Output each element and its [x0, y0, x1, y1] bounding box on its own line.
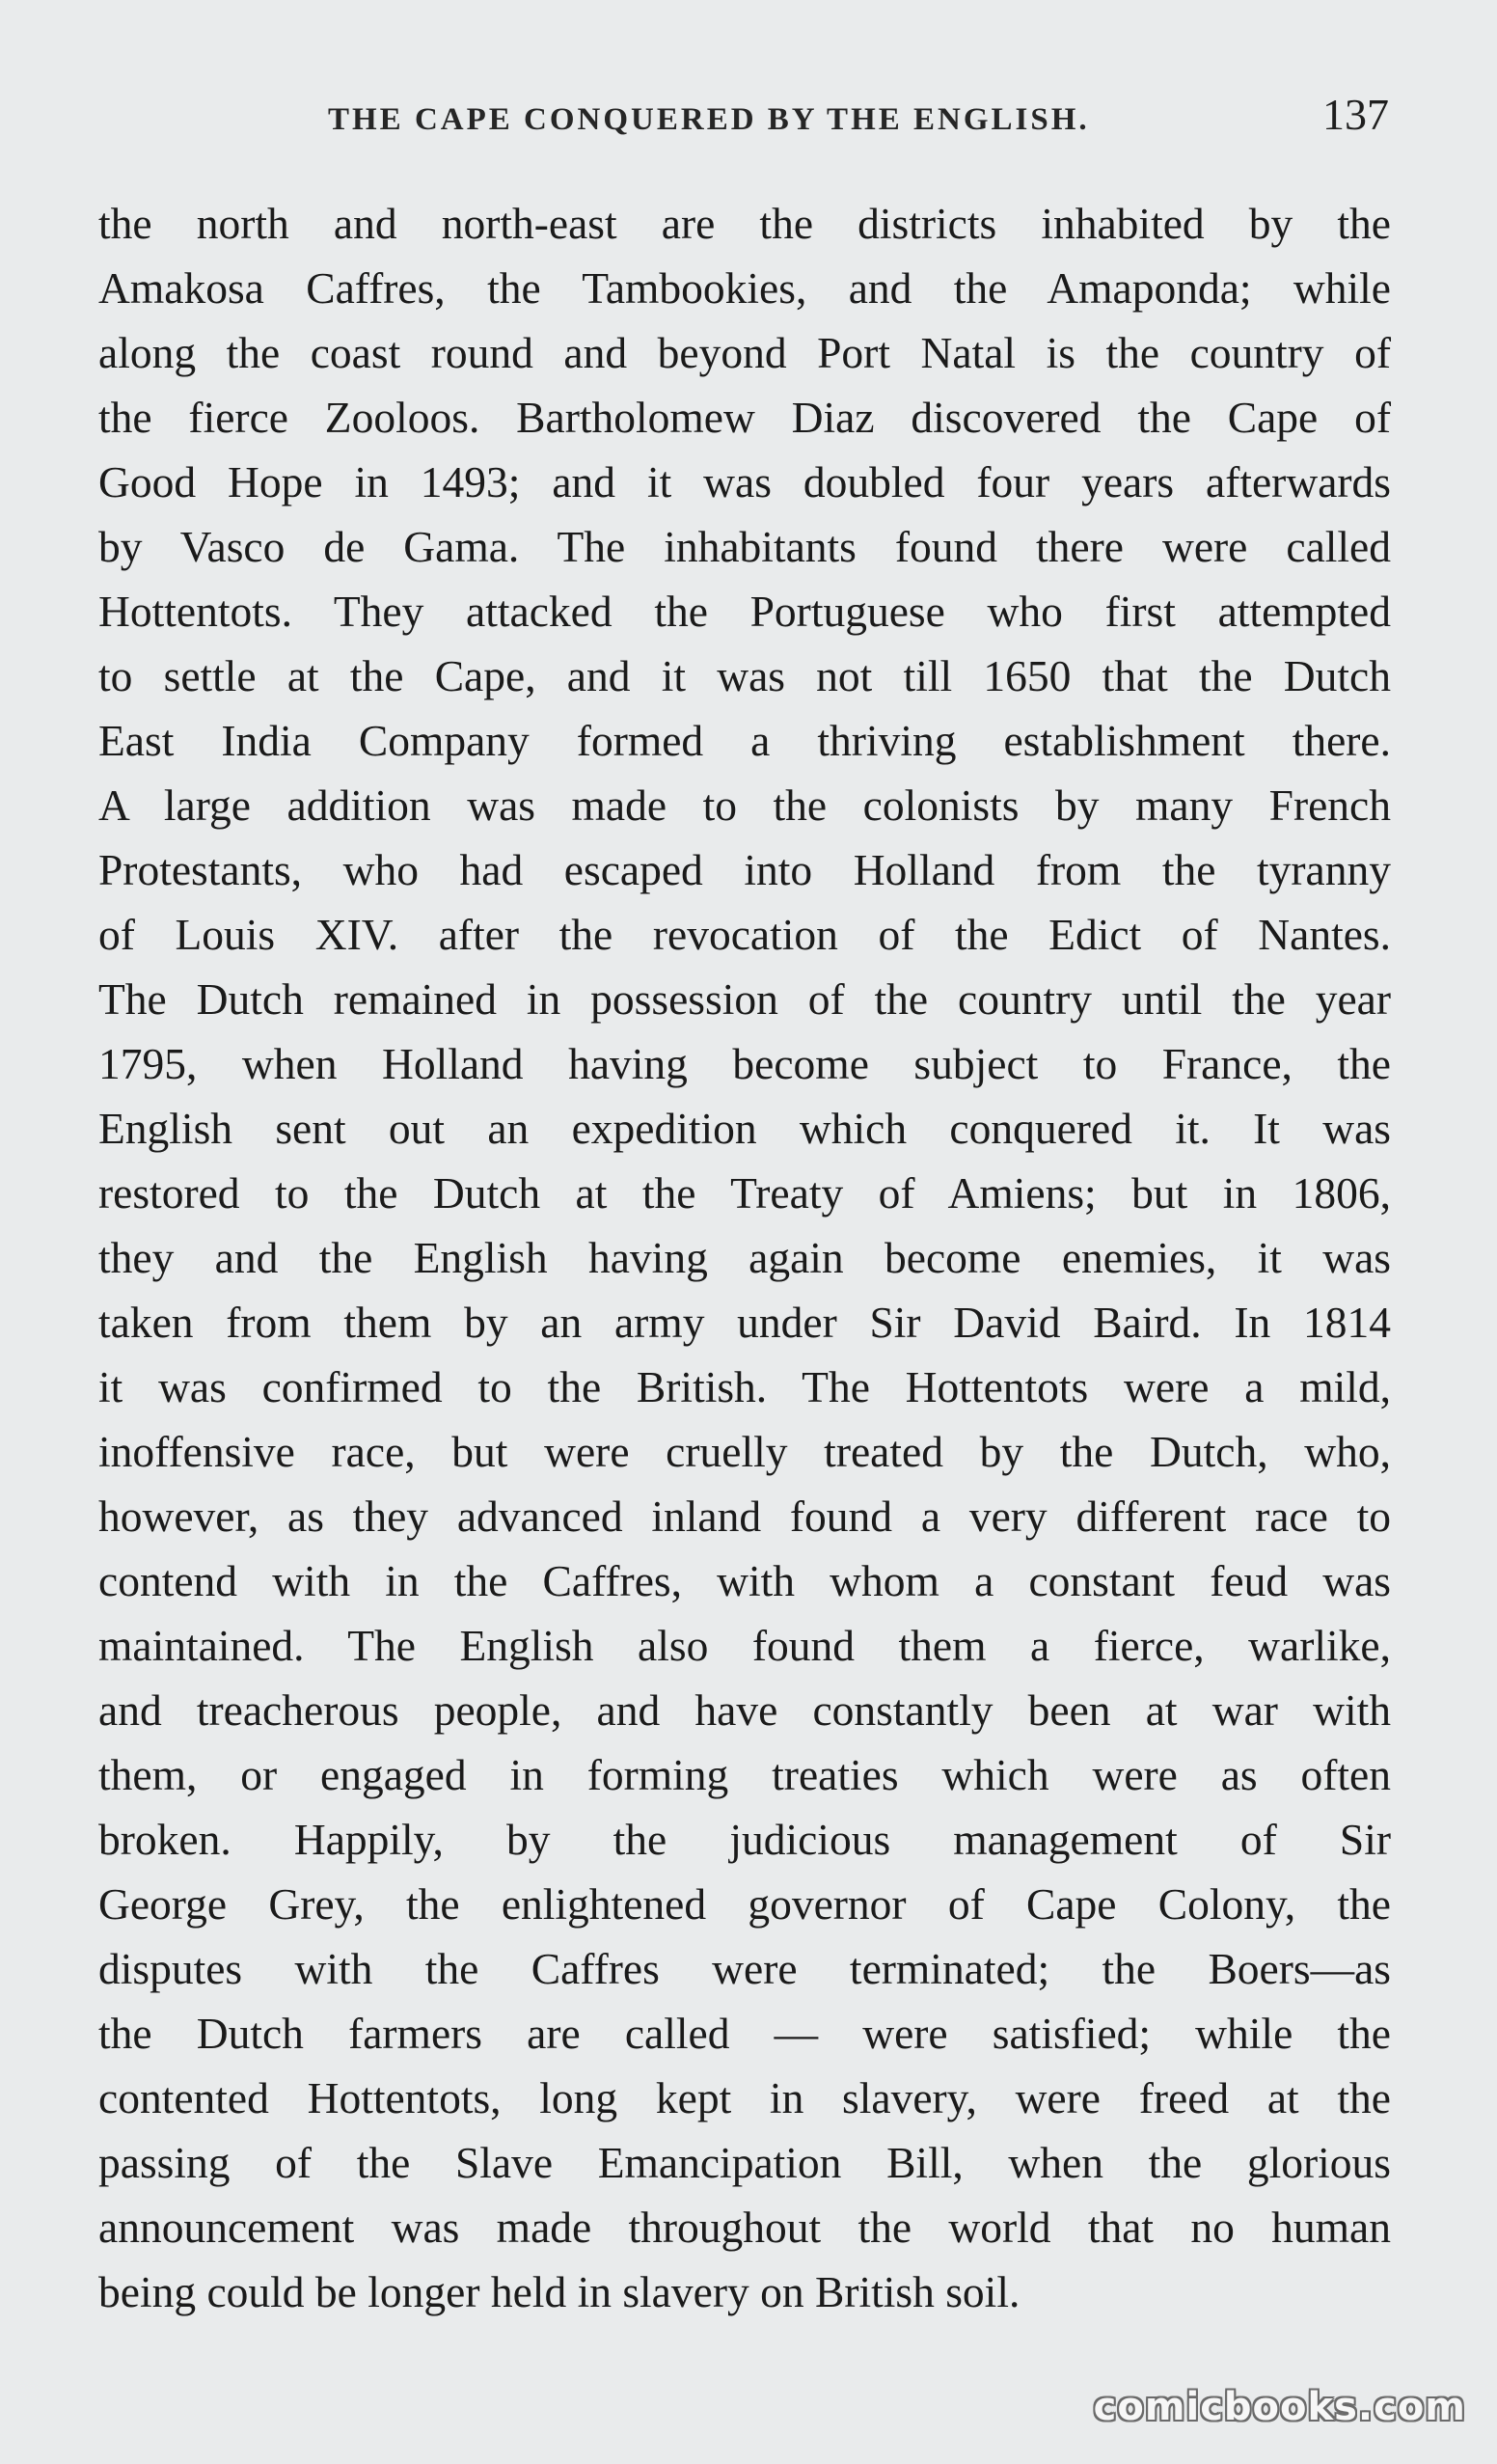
text-line: inoffensive race, but were cruelly treated by the Dutch, who, — [98, 1427, 1391, 1476]
text-line: passing of the Slave Emancipation Bill, when the glorious — [98, 2138, 1391, 2187]
text-line: restored to the Dutch at the Treaty of Amiens; but in 1806, — [98, 1168, 1391, 1218]
text-line: disputes with the Caffres were terminated; the Boers—as — [98, 1944, 1391, 1993]
text-line: maintained. The English also found them a fierce, warlike, — [98, 1621, 1391, 1670]
text-line: however, as they advanced inland found a very different race to — [98, 1492, 1391, 1541]
text-line: the fierce Zooloos. Bartholomew Diaz discovered the Cape of — [98, 393, 1391, 442]
text-line: it was confirmed to the British. The Hottentots were a mild, — [98, 1362, 1391, 1411]
text-line: contend with in the Caffres, with whom a constant feud was — [98, 1556, 1391, 1605]
text-line: the Dutch farmers are called — were satisfied; while the — [98, 2009, 1391, 2058]
text-line: Hottentots. They attacked the Portuguese who first attempted — [98, 587, 1391, 636]
text-line: East India Company formed a thriving establishment there. — [98, 716, 1391, 765]
text-line: by Vasco de Gama. The inhabitants found there were called — [98, 522, 1391, 571]
text-line: Protestants, who had escaped into Holland from the tyranny — [98, 845, 1391, 894]
running-title: THE CAPE CONQUERED BY THE ENGLISH. — [328, 102, 1090, 137]
body-text — [98, 191, 1391, 2324]
text-line: English sent out an expedition which conquered it. It was — [98, 1104, 1391, 1153]
text-line: the north and north-east are the districts inhabited by the — [98, 199, 1391, 248]
text-line: The Dutch remained in possession of the country until the year — [98, 974, 1391, 1024]
text-line: along the coast round and beyond Port Natal is the country of — [98, 328, 1391, 377]
text-line: contented Hottentots, long kept in slavery, were freed at the — [98, 2073, 1391, 2122]
text-line: to settle at the Cape, and it was not till 1650 that the Dutch — [98, 651, 1391, 700]
page-number: 137 — [1322, 90, 1389, 139]
text-line: they and the English having again become enemies, it was — [98, 1233, 1391, 1282]
text-line: taken from them by an army under Sir David Baird. In 1814 — [98, 1298, 1391, 1347]
text-line: and treacherous people, and have constantly been at war with — [98, 1685, 1391, 1735]
text-line: broken. Happily, by the judicious management of Sir — [98, 1815, 1391, 1864]
text-line: being could be longer held in slavery on British soil. — [98, 2267, 1021, 2316]
text-line: announcement was made throughout the world that no human — [98, 2203, 1391, 2252]
text-line: of Louis XIV. after the revocation of the Edict of Nantes. — [98, 910, 1391, 959]
watermark: comicbooks.com — [1093, 2385, 1466, 2429]
text-line: 1795, when Holland having become subject to France, the — [98, 1039, 1391, 1088]
text-line: Good Hope in 1493; and it was doubled four years afterwards — [98, 457, 1391, 506]
text-line: them, or engaged in forming treaties which were as often — [98, 1750, 1391, 1799]
page-header — [328, 89, 1389, 147]
text-line: A large addition was made to the colonists by many French — [98, 780, 1391, 830]
text-line: Amakosa Caffres, the Tambookies, and the Amaponda; while — [98, 263, 1391, 313]
text-line: George Grey, the enlightened governor of Cape Colony, the — [98, 1879, 1391, 1929]
